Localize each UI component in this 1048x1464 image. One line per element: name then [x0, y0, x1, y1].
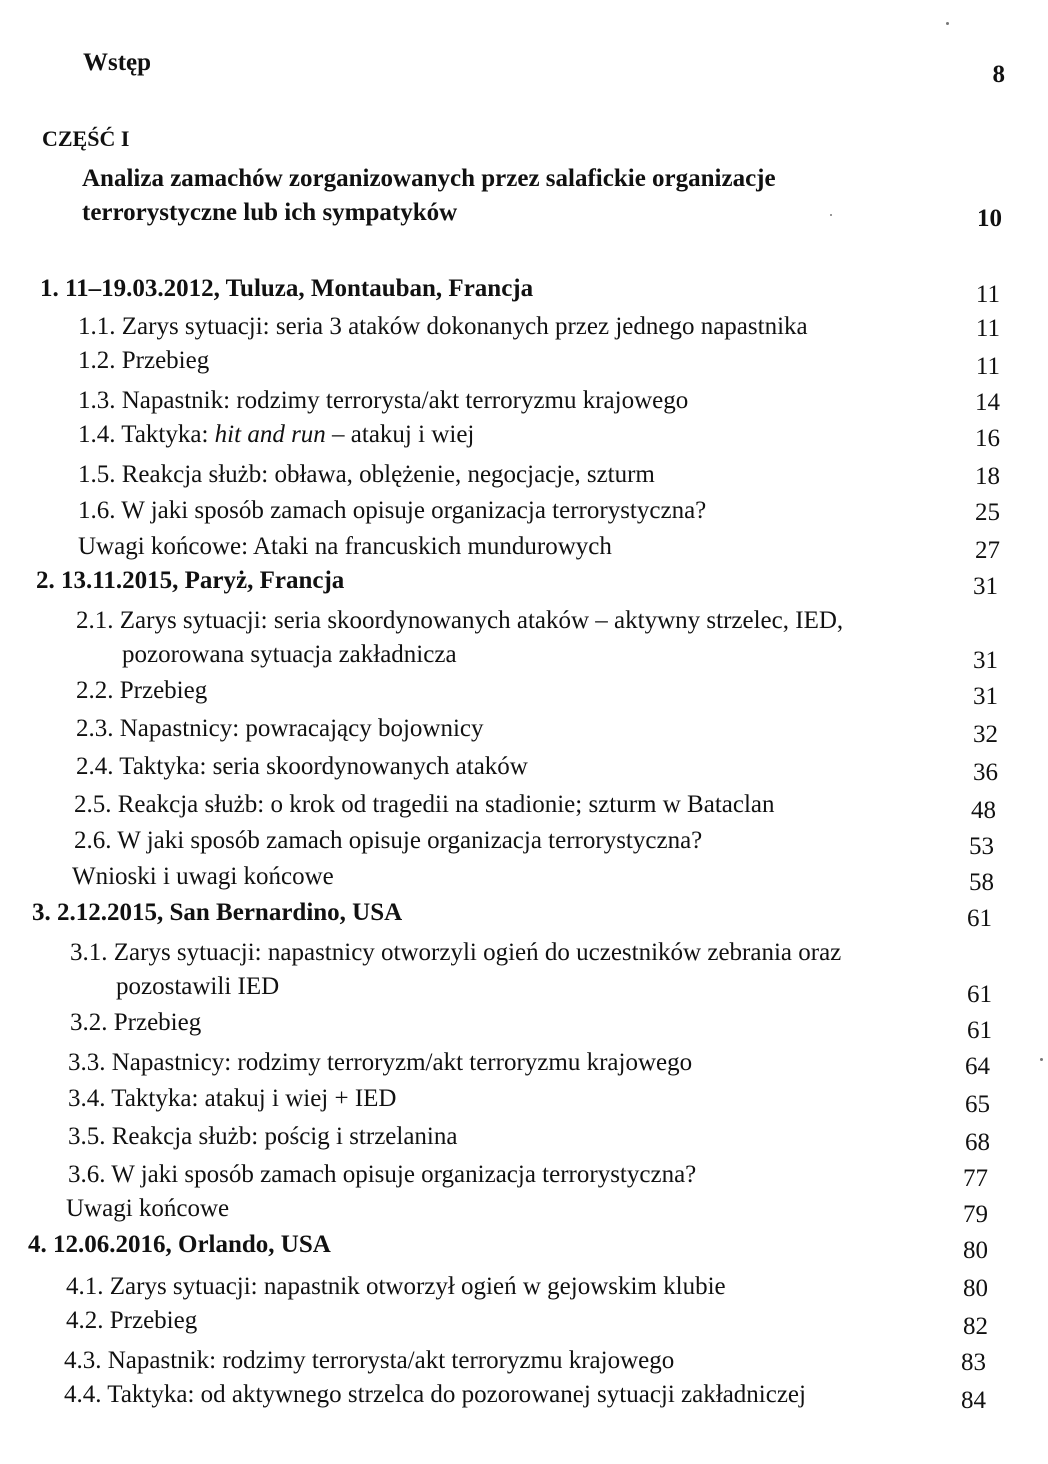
toc-entry-1-5 [0, 458, 1048, 492]
toc-entry-2-2 [0, 674, 1048, 708]
chapter-title: 1. 11–19.03.2012, Tuluza, Montauban, Francja [40, 275, 534, 302]
toc-entry-title: 3.2. Przebieg [70, 1009, 202, 1036]
toc-entry-page: 61 [967, 981, 992, 1008]
toc-entry-2-closing [0, 860, 1048, 894]
toc-entry-3-1-cont [0, 970, 1048, 1008]
toc-entry-title: 1.6. W jaki sposób zamach opisuje organizacja terrorystyczna? [78, 497, 707, 524]
toc-entry-page: 82 [963, 1313, 988, 1340]
toc-entry-2-1-cont [0, 638, 1048, 672]
toc-entry-3-3 [0, 1046, 1048, 1080]
toc-entry-page: 84 [961, 1387, 986, 1414]
toc-entry-title: Wnioski i uwagi końcowe [72, 863, 334, 890]
toc-entry-title: 3.6. W jaki sposób zamach opisuje organizacja terrorystyczna? [68, 1161, 697, 1188]
toc-entry-2-5 [0, 788, 1048, 822]
toc-entry-page: 11 [975, 353, 1000, 380]
toc-entry-title: 1.1. Zarys sytuacji: seria 3 ataków dokonanych przez jednego napastnika [78, 313, 808, 340]
chapter-page: 11 [975, 281, 1000, 308]
toc-entry-title: 4.2. Przebieg [66, 1307, 198, 1334]
toc-entry-page: 64 [965, 1053, 990, 1080]
chapter-1-heading [0, 272, 1048, 306]
toc-entry-page: 31 [973, 683, 998, 710]
scan-speck [1040, 1058, 1043, 1061]
toc-entry-1-4 [0, 418, 1048, 452]
toc-entry-page: 61 [967, 1017, 992, 1044]
toc-entry-page: 14 [975, 389, 1000, 416]
part-title-row-2 [0, 196, 1048, 230]
toc-entry-page: 53 [969, 833, 994, 860]
toc-entry-title: 2.4. Taktyka: seria skoordynowanych ataków [76, 753, 528, 780]
toc-entry-page: 27 [975, 537, 1000, 564]
toc-entry-4-3 [0, 1344, 1048, 1378]
toc-entry-title: Uwagi końcowe: Ataki na francuskich mundurowych [78, 533, 612, 560]
toc-entry-page: 68 [965, 1129, 990, 1156]
toc-entry-title-line1: 2.1. Zarys sytuacji: seria skoordynowanych ataków – aktywny strzelec, IED, [76, 607, 844, 634]
toc-entry-page: 80 [963, 1275, 988, 1302]
toc-entry-italic: hit and run [214, 421, 326, 448]
toc-entry-3-4 [0, 1082, 1048, 1116]
chapter-4-heading [0, 1228, 1048, 1262]
part-title-line1: Analiza zamachów zorganizowanych przez salafickie organizacje [82, 165, 776, 192]
toc-entry-page: 32 [973, 721, 998, 748]
toc-entry-1-2 [0, 344, 1048, 378]
part-label: CZĘŚĆ I [42, 126, 130, 151]
toc-entry-page: 48 [971, 797, 996, 824]
toc-entry-1-3 [0, 384, 1048, 418]
toc-entry-title: 1.5. Reakcja służb: obława, oblężenie, negocjacje, szturm [78, 461, 655, 488]
toc-entry-page: 16 [975, 425, 1000, 452]
toc-entry-3-5 [0, 1120, 1048, 1154]
toc-entry-page: 36 [973, 759, 998, 786]
chapter-title: 3. 2.12.2015, San Bernardino, USA [32, 899, 403, 926]
toc-entry-2-6 [0, 824, 1048, 858]
toc-entry-3-closing [0, 1192, 1048, 1226]
toc-entry-title-line2: pozorowana sytuacja zakładnicza [122, 641, 457, 668]
toc-entry-page: 25 [975, 499, 1000, 526]
toc-entry-page: 18 [975, 463, 1000, 490]
chapter-title: 4. 12.06.2016, Orlando, USA [28, 1231, 331, 1258]
toc-entry-title: Wstęp [83, 49, 152, 76]
toc-entry-title: 3.4. Taktyka: atakuj i wiej + IED [68, 1085, 397, 1112]
toc-entry-title: 2.6. W jaki sposób zamach opisuje organizacja terrorystyczna? [74, 827, 703, 854]
toc-entry-title: Uwagi końcowe [66, 1195, 230, 1222]
toc-entry-title: 4.3. Napastnik: rodzimy terrorysta/akt terroryzmu krajowego [64, 1347, 675, 1374]
toc-entry-wstep [0, 46, 1048, 88]
part-title-row-1 [0, 162, 1048, 196]
part-title-page: 10 [977, 205, 1002, 232]
toc-entry-title: 3.3. Napastnicy: rodzimy terroryzm/akt terroryzmu krajowego [68, 1049, 693, 1076]
scan-speck [946, 22, 949, 25]
toc-entry-1-closing [0, 530, 1048, 564]
toc-entry-4-2 [0, 1304, 1048, 1338]
chapter-title: 2. 13.11.2015, Paryż, Francja [36, 567, 345, 594]
toc-entry-3-2 [0, 1006, 1048, 1044]
toc-entry-page: 11 [975, 315, 1000, 342]
scan-speck [830, 214, 832, 216]
toc-entry-title: 4.1. Zarys sytuacji: napastnik otworzył ogień w gejowskim klubie [66, 1273, 726, 1300]
toc-entry-title: 3.5. Reakcja służb: pościg i strzelanina [68, 1123, 458, 1150]
toc-entry-1-6 [0, 494, 1048, 528]
toc-entry-page: 65 [965, 1091, 990, 1118]
toc-entry-title-line1: 3.1. Zarys sytuacji: napastnicy otworzyli ogień do uczestników zebrania oraz [70, 939, 842, 966]
part-label-row [0, 122, 1048, 156]
toc-entry-page: 83 [961, 1349, 986, 1376]
chapter-3-heading [0, 896, 1048, 930]
toc-entry-4-1 [0, 1270, 1048, 1304]
chapter-page: 80 [963, 1237, 988, 1264]
toc-entry-2-4 [0, 750, 1048, 784]
toc-entry-page: 31 [973, 647, 998, 674]
toc-entry-title: 2.3. Napastnicy: powracający bojownicy [76, 715, 484, 742]
toc-entry-2-1 [0, 604, 1048, 638]
part-title-line2: terrorystyczne lub ich sympatyków [82, 199, 458, 226]
toc-entry-suffix: – atakuj i wiej [325, 421, 475, 448]
toc-entry-1-1 [0, 310, 1048, 344]
toc-entry-title: 2.2. Przebieg [76, 677, 208, 704]
toc-entry-3-6 [0, 1158, 1048, 1192]
toc-entry-title-line2: pozostawili IED [116, 973, 280, 1000]
toc-entry-title: 2.5. Reakcja służb: o krok od tragedii na stadionie; szturm w Bataclan [74, 791, 775, 818]
toc-entry-3-1 [0, 936, 1048, 970]
toc-entry-title: 1.3. Napastnik: rodzimy terrorysta/akt terroryzmu krajowego [78, 387, 689, 414]
toc-entry-page: 79 [963, 1201, 988, 1228]
chapter-page: 31 [973, 573, 998, 600]
toc-entry-4-4 [0, 1378, 1048, 1412]
toc-entry-title: 4.4. Taktyka: od aktywnego strzelca do pozorowanej sytuacji zakładniczej [64, 1381, 806, 1408]
toc-entry-page: 8 [992, 61, 1005, 88]
chapter-2-heading [0, 564, 1048, 598]
toc-entry-title: 1.2. Przebieg [78, 347, 210, 374]
toc-entry-2-3 [0, 712, 1048, 746]
toc-entry-prefix: 1.4. Taktyka: [78, 421, 215, 448]
toc-entry-page: 77 [963, 1165, 988, 1192]
toc-entry-title [78, 418, 474, 452]
chapter-page: 61 [967, 905, 992, 932]
toc-entry-page: 58 [969, 869, 994, 896]
